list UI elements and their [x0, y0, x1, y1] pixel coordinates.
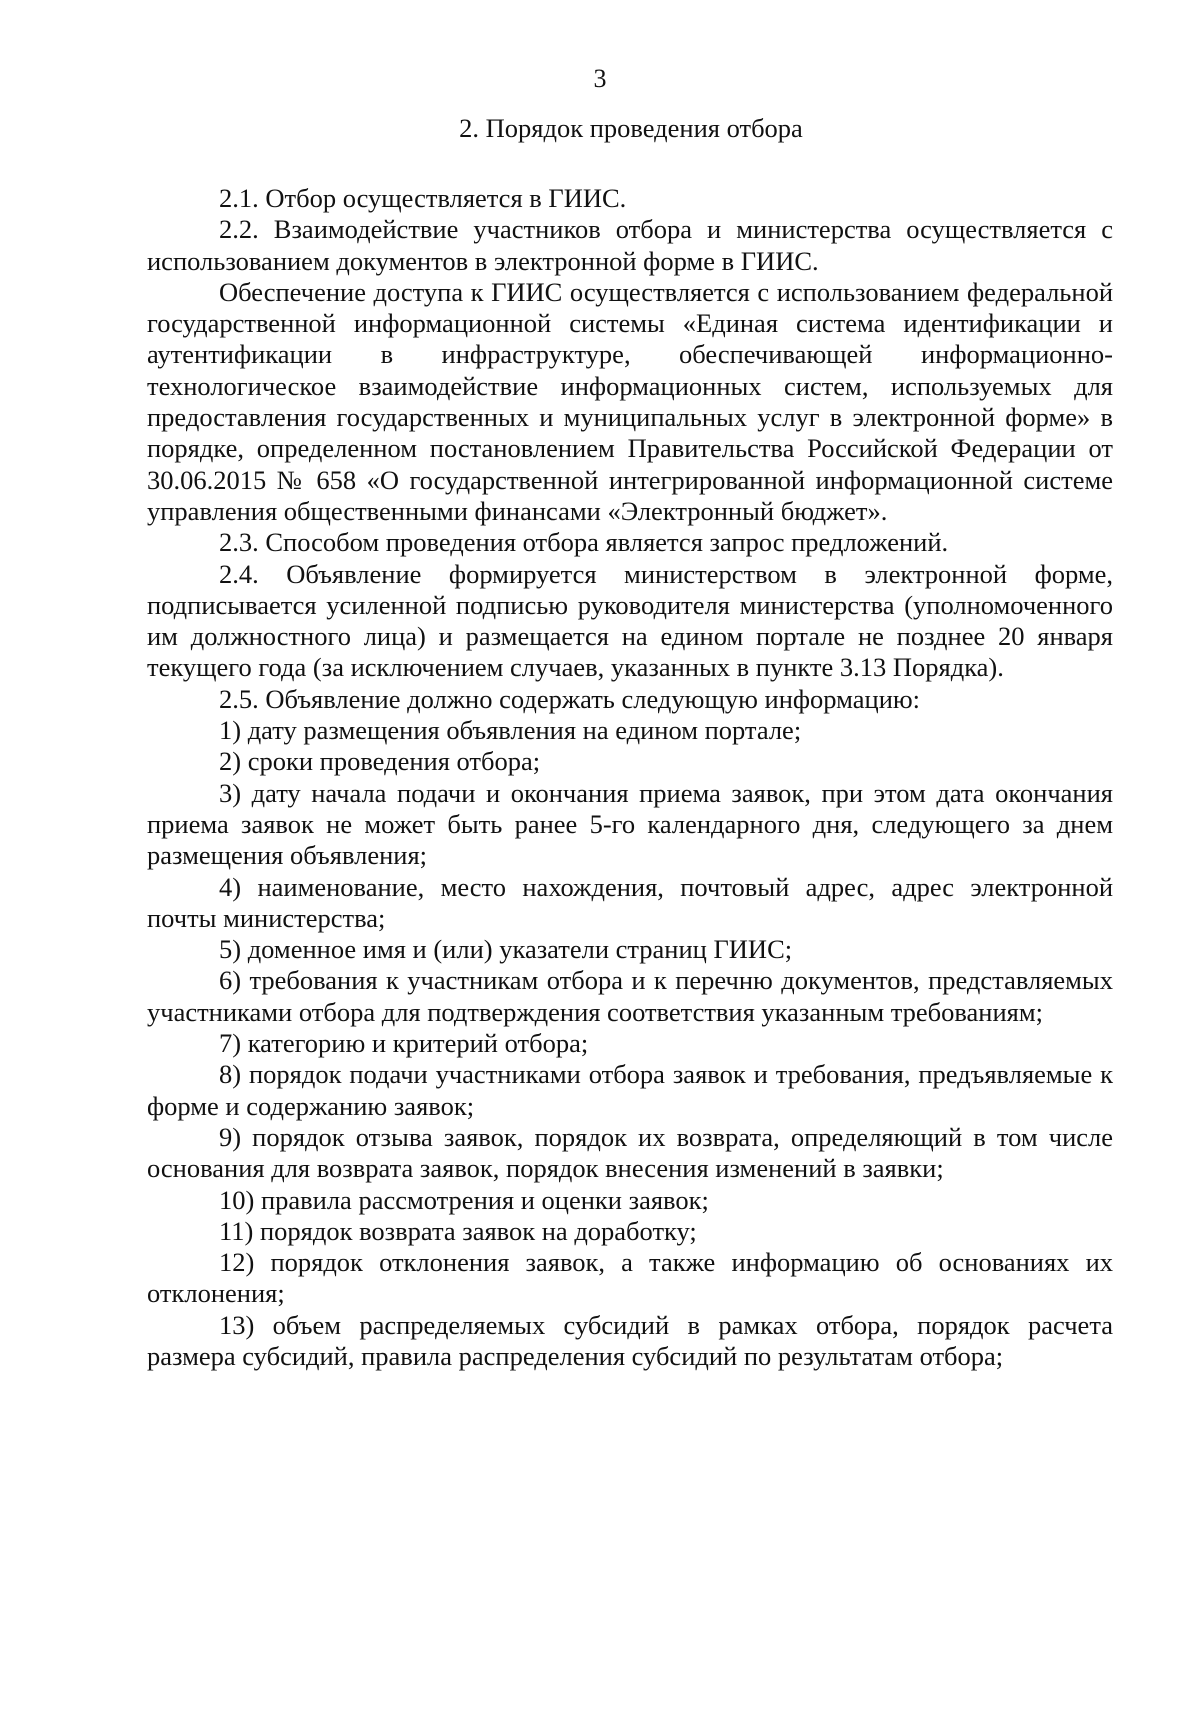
list-item-7: 7) категорию и критерий отбора;	[219, 1028, 589, 1059]
list-item-4: 4) наименование, место нахождения, почтовый адрес, адрес электронной почты министерства;	[147, 871, 1113, 933]
list-item-3: 3) дату начала подачи и окончания приема заявок, при этом дата окончания приема заявок не может быть ранее 5-го календарного дня, следующего за днем размещения объявления;	[147, 777, 1113, 871]
list-item-6: 6) требования к участникам отбора и к перечню документов, представляемых участниками отбора для подтверждения соответствия указанным требованиям;	[147, 965, 1113, 1027]
list-item-10: 10) правила рассмотрения и оценки заявок;	[219, 1184, 709, 1215]
page-number: 3	[593, 64, 607, 93]
list-item-8: 8) порядок подачи участниками отбора заявок и требования, предъявляемые к форме и содержанию заявок;	[147, 1059, 1113, 1121]
list-item-13: 13) объем распределяемых субсидий в рамках отбора, порядок расчета размера субсидий, правила распределения субсидий по результатам отбора;	[147, 1309, 1113, 1371]
paragraph-2-5: 2.5. Объявление должно содержать следующую информацию:	[219, 683, 921, 714]
paragraph-2-1: 2.1. Отбор осуществляется в ГИИС.	[219, 183, 627, 213]
list-item-1: 1) дату размещения объявления на едином портале;	[219, 715, 802, 746]
document-body	[147, 183, 1113, 1372]
list-item-2: 2) сроки проведения отбора;	[219, 746, 541, 777]
paragraph-2-2: 2.2. Взаимодействие участников отбора и министерства осуществляется с использованием документов в электронной форме в ГИИС.	[147, 214, 1113, 276]
list-item-5: 5) доменное имя и (или) указатели страниц ГИИС;	[219, 934, 793, 965]
paragraph-2-3: 2.3. Способом проведения отбора является запрос предложений.	[219, 527, 949, 558]
list-item-12: 12) порядок отклонения заявок, а также информацию об основаниях их отклонения;	[147, 1247, 1113, 1309]
paragraph-access: Обеспечение доступа к ГИИС осуществляется с использованием федеральной государственной информационной системы «Единая система идентификации и аутентификации в инфраструктуре, обеспечивающей информационно-технологическое взаимодействие информационных систем, используемых для предоставления государственных и муниципальных услуг в электронной форме» в порядке, определенном постановлением Правительства Российской Федерации от 30.06.2015 № 658 «О государственной интегрированной информационной системе управления общественными финансами «Электронный бюджет».	[147, 276, 1113, 526]
paragraph-2-4: 2.4. Объявление формируется министерством в электронной форме, подписывается усиленной подписью руководителя министерства (уполномоченного им должностного лица) и размещается на едином портале не позднее 20 января текущего года (за исключением случаев, указанных в пункте 3.13 Порядка).	[147, 558, 1113, 683]
section-title: 2. Порядок проведения отбора	[459, 113, 803, 143]
list-item-9: 9) порядок отзыва заявок, порядок их возврата, определяющий в том числе основания для возврата заявок, порядок внесения изменений в заявки;	[147, 1121, 1113, 1184]
list-item-11: 11) порядок возврата заявок на доработку;	[219, 1215, 697, 1246]
